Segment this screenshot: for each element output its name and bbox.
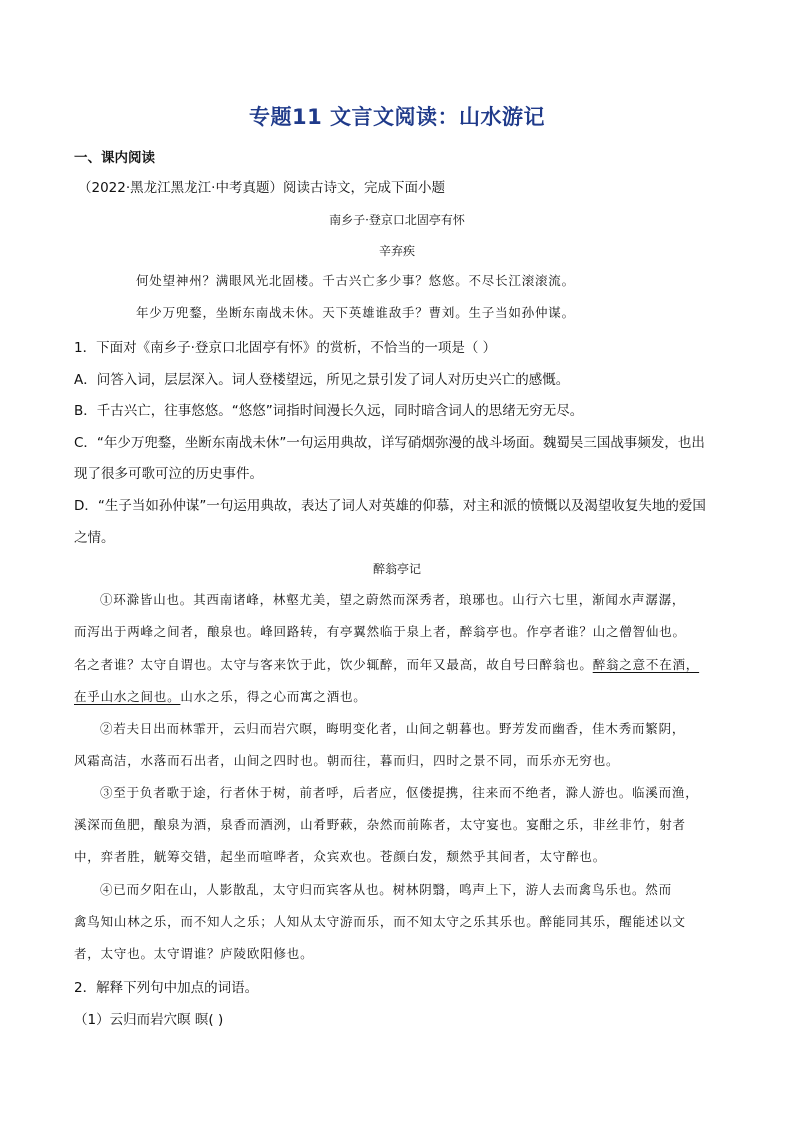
essay-p3-line-1: ③至于负者歌于途，行者休于树，前者呼，后者应，伛偻提携，往来而不绝者，滁人游也。临溪而渔， [100,785,699,800]
essay-p1-line-4-text: 山水之乐，得之心而寓之酒也。 [180,689,367,704]
question-1-option-d-line-1: D．“生子当如孙仲谋”一句运用典故，表达了词人对英雄的仰慕，对主和派的愤慨以及渴望收复失地的爱国 [74,498,706,514]
essay-underlined-sentence-part-1: 醉翁之意不在酒， [592,657,700,672]
question-1-option-b: B．千古兴亡，往事悠悠。“悠悠”词指时间漫长久远，同时暗含词人的思绪无穷无尽。 [74,403,584,419]
essay-p4-line-1: ④已而夕阳在山，人影散乱，太守归而宾客从也。树林阴翳，鸣声上下，游人去而禽鸟乐也。然而 [100,882,672,897]
question-2-stem: 2．解释下列句中加点的词语。 [74,980,259,996]
essay-p4-line-2: 禽鸟知山林之乐，而不知人之乐；人知从太守游而乐，而不知太守之乐其乐也。醉能同其乐，醒能述以文 [74,914,686,929]
essay-p3-line-2: 溪深而鱼肥，酿泉为酒，泉香而酒洌，山肴野蔌，杂然而前陈者，太守宴也。宴酣之乐，非丝非竹，射者 [74,817,686,832]
section-heading: 一、课内阅读 [74,150,155,166]
poem-line-1: 何处望神州？满眼风光北固楼。千古兴亡多少事？悠悠。不尽长江滚滚流。 [136,273,575,288]
poem-title: 南乡子·登京口北固亭有怀 [329,213,465,227]
question-1-option-c-line-2: 现了很多可歌可泣的历史事件。 [74,466,263,482]
essay-title: 醉翁亭记 [372,562,421,576]
essay-underlined-sentence-part-2: 在乎山水之间也。 [74,689,181,704]
essay-p4-line-3: 者，太守也。太守谓谁？庐陵欧阳修也。 [74,946,314,961]
poem-line-2: 年少万兜鍪，坐断东南战未休。天下英雄谁敌手？曹刘。生子当如孙仲谋。 [136,305,575,320]
question-1-option-a: A．问答入词，层层深入。词人登楼望远，所见之景引发了词人对历史兴亡的感慨。 [74,372,570,388]
essay-p3-line-3: 中，弈者胜，觥筹交错，起坐而喧哗者，众宾欢也。苍颜白发，颓然乎其间者，太守醉也。 [74,849,607,864]
poem-author: 辛弃疾 [378,244,415,258]
question-1-stem: 1．下面对《南乡子·登京口北固亭有怀》的赏析，不恰当的一项是（ ） [74,340,497,356]
essay-p1-line-4 [74,687,367,705]
essay-p1-line-3-text: 名之者谁？太守自谓也。太守与客来饮于此，饮少辄醉，而年又最高，故自号曰醉翁也。 [74,657,593,672]
essay-p1-line-1: ①环滁皆山也。其西南诸峰，林壑尤美，望之蔚然而深秀者，琅琊也。山行六七里，渐闻水声潺潺， [100,592,686,607]
essay-p1-line-3 [74,655,699,673]
question-1-option-c-line-1: C．“年少万兜鍪，坐断东南战未休”一句运用典故，详写硝烟弥漫的战斗场面。魏蜀吴三国战事频发，也出 [74,435,705,451]
question-2-item-1: （1）云归而岩穴暝 暝( ) [74,1012,224,1028]
essay-p1-line-2: 而泻出于两峰之间者，酿泉也。峰回路转，有亭翼然临于泉上者，醉翁亭也。作亭者谁？山之僧智仙也。 [74,624,686,639]
question-1-option-d-line-2: 之情。 [74,530,115,546]
question-source: （2022·黑龙江黑龙江·中考真题）阅读古诗文，完成下面小题 [78,180,445,196]
essay-p2-line-2: 风霜高洁，水落而石出者，山间之四时也。朝而往，暮而归，四时之景不同，而乐亦无穷也。 [74,753,620,768]
page-title: 专题11 文言文阅读：山水游记 [248,105,546,129]
essay-p2-line-1: ②若夫日出而林霏开，云归而岩穴暝，晦明变化者，山间之朝暮也。野芳发而幽香，佳木秀而繁阴， [100,721,686,736]
